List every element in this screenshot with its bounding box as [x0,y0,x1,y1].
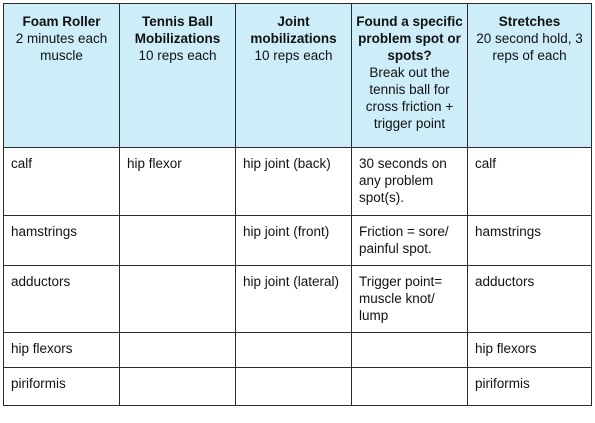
table-cell: hip joint (lateral) [236,266,352,333]
header-title: Foam Roller [22,14,101,29]
header-subtitle: 10 reps each [254,48,333,63]
table-row [4,266,592,333]
header-title: Joint mobilizations [250,14,337,46]
exercise-table-container [3,3,591,406]
table-cell: hamstrings [4,216,120,266]
table-cell: hip joint (back) [236,148,352,216]
header-title: Stretches [498,14,561,29]
header-foam-roller [4,4,120,148]
table-cell: hip joint (front) [236,216,352,266]
table-body [4,148,592,406]
table-cell [120,266,236,333]
table-cell: hip flexors [468,333,592,368]
table-cell: calf [4,148,120,216]
table-cell [120,333,236,368]
table-cell [236,368,352,406]
exercise-table [3,3,592,406]
header-subtitle: 10 reps each [138,48,217,63]
header-subtitle: 20 second hold, 3 reps of each [476,31,583,63]
table-cell: piriformis [468,368,592,406]
table-cell [120,368,236,406]
header-tennis-ball-mobilizations [120,4,236,148]
table-cell: Trigger point= muscle knot/ lump [352,266,468,333]
table-cell: adductors [468,266,592,333]
header-row [4,4,592,148]
header-stretches [468,4,592,148]
header-title: Found a specific problem spot or spots? [356,14,463,63]
table-cell: 30 seconds on any problem spot(s). [352,148,468,216]
table-cell: calf [468,148,592,216]
table-cell [352,368,468,406]
header-problem-spot [352,4,468,148]
table-cell: Friction = sore/ painful spot. [352,216,468,266]
table-cell: hamstrings [468,216,592,266]
table-cell: adductors [4,266,120,333]
header-note: Break out the tennis ball for cross friction + trigger point [365,65,454,131]
table-row [4,216,592,266]
table-cell [352,333,468,368]
header-subtitle: 2 minutes each muscle [15,31,108,63]
table-row [4,148,592,216]
header-title: Tennis Ball Mobilizations [134,14,221,46]
table-header [4,4,592,148]
table-row [4,333,592,368]
table-cell [120,216,236,266]
table-cell: hip flexors [4,333,120,368]
table-cell [236,333,352,368]
table-cell: piriformis [4,368,120,406]
header-joint-mobilizations [236,4,352,148]
table-cell: hip flexor [120,148,236,216]
table-row [4,368,592,406]
